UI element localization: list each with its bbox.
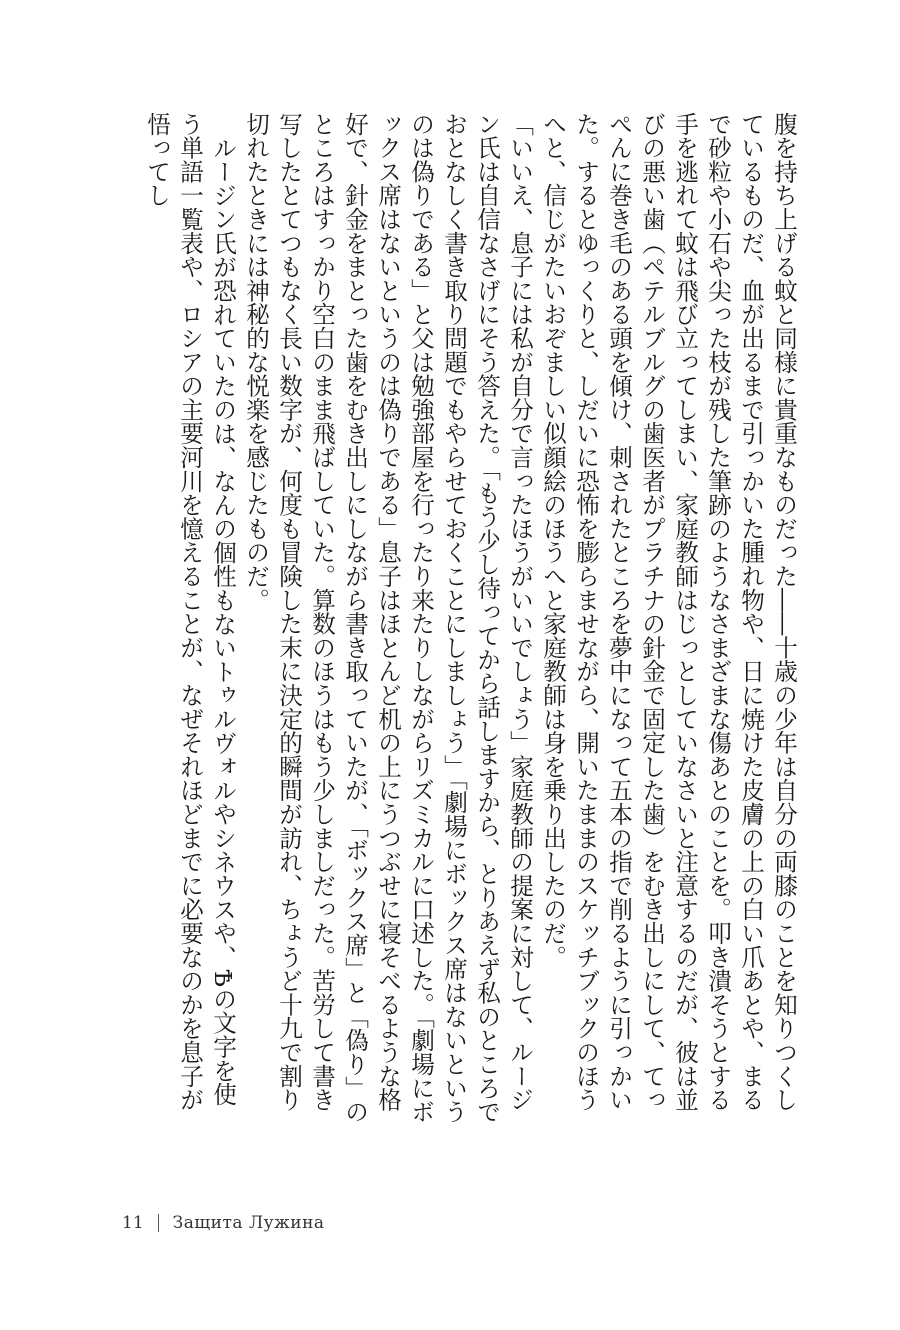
running-title: Защита Лужина [172,1213,325,1233]
body-text [100,112,800,1124]
page-footer [122,1213,325,1233]
paragraph-3: ルージン氏が恐れていたのは、なんの個性もないトゥルヴォルやシネウスや、Ѣの文字を使う単語一覧表や、ロシアの主要河川を憶えることが、なぜそれほどまでに必要なのかを息子が悟ってし [143,112,237,1112]
paragraph-2: 「いいえ、息子には私が自分で言ったほうがいいでしょう」家庭教師の提案に対して、ルージン氏は自信なさげにそう答えた。「もう少し待ってから話しますから、とりあえず私のところでおとなしく書き取り問題でもやらせておくことにしましょう」「劇場にボックス席はないというのは偽りである」と父は勉強部屋を行ったり来たりしながらリズミカルに口述した。「劇場にボックス席はないというのは偽りである」息子はほとんど机の上にうつぶせに寝そべるような格好で、針金をまとった歯をむき出しにしながら書き取っていたが、「ボックス席」と「偽り」のところはすっかり空白のまま飛ばしていた。算数のほうはもう少しましだった。苦労して書き写したとてつもなく長い数字が、何度も冒険した末に決定的瞬間が訪れ、ちょうど十九で割り切れたときには神秘的な悦楽を感じたものだ。 [242,112,534,1124]
page-number: 11 [122,1213,144,1233]
paragraph-1: 腹を持ち上げる蚊と同様に貴重なものだった――十歳の少年は自分の両膝のことを知りつくしているものだ、血が出るまで引っかいた腫れ物や、日に焼けた皮膚の上の白い爪あとや、まるで砂粒や小石や尖った枝が残した筆跡のようなさまざまな傷あとのことを。叩き潰そうとする手を逃れて蚊は飛び立ってしまい、家庭教師はじっとしていなさいと注意するのだが、彼は並びの悪い歯（ペテルブルグの歯医者がプラチナの針金で固定した歯）をむき出しにして、てっぺんに巻き毛のある頭を傾け、刺されたところを夢中になって五本の指で削るように引っかいた。するとゆっくりと、しだいに恐怖を膨らませながら、開いたままのスケッチブックのほうへと、信じがたいおぞましい似顔絵のほうへと家庭教師は身を乗り出したのだ。 [539,112,798,1112]
footer-divider [158,1214,159,1232]
